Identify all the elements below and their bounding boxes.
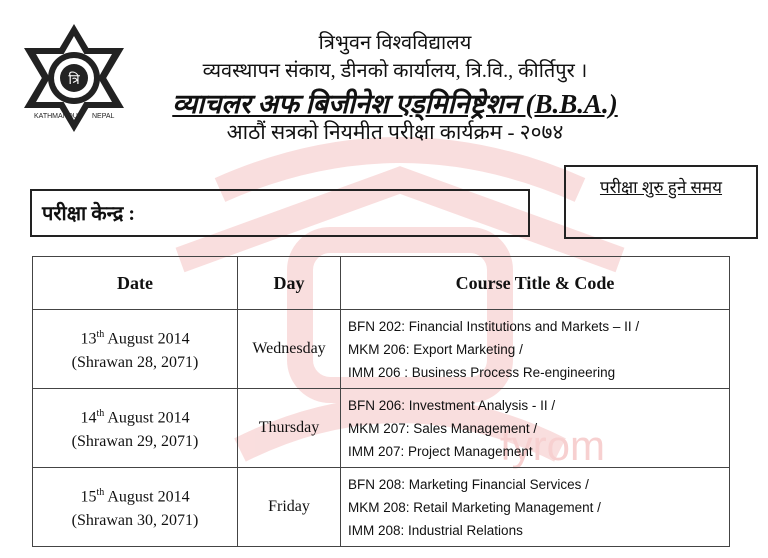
table-header-row — [33, 257, 730, 310]
course-line: IMM 206 : Business Process Re-engineering — [348, 364, 616, 380]
date-cell — [33, 389, 238, 468]
course-line: MKM 206: Export Marketing / — [348, 341, 523, 357]
date-cell — [33, 310, 238, 389]
exam-center-box — [30, 189, 530, 237]
course-line: MKM 208: Retail Marketing Management / — [348, 499, 601, 515]
nepali-date: (Shrawan 28, 2071) — [71, 354, 199, 372]
course-line: IMM 207: Project Management — [348, 443, 533, 459]
course-line: BFN 202: Financial Institutions and Markets – II / — [348, 318, 640, 334]
course-line: IMM 208: Industrial Relations — [348, 522, 523, 538]
course-cell — [341, 310, 730, 389]
date-cell — [33, 468, 238, 547]
day-cell: Wednesday — [238, 310, 341, 389]
exam-time-box — [564, 165, 758, 239]
english-date: 15th August 2014 — [80, 486, 190, 506]
header-date: Date — [33, 257, 238, 310]
table-row — [33, 310, 730, 389]
program-title: व्याचलर अफ बिजीनेश एड्मिनिष्ट्रेशन (B.B.A.) — [172, 89, 618, 119]
course-line: BFN 206: Investment Analysis - II / — [348, 397, 556, 413]
university-name: त्रिभुवन विश्वविद्यालय — [318, 32, 472, 54]
header-day: Day — [238, 257, 341, 310]
day-cell: Thursday — [238, 389, 341, 468]
table-row — [33, 389, 730, 468]
header-course: Course Title & Code — [341, 257, 730, 310]
logo-text-left: KATHMANDU — [34, 113, 78, 120]
exam-time-label: परीक्षा शुरु हुने समय — [599, 178, 723, 197]
exam-title: आठौं सत्रको नियमीत परीक्षा कार्यक्रम - २०७४ — [226, 120, 564, 144]
exam-schedule-table — [32, 256, 730, 547]
nepali-date: (Shrawan 29, 2071) — [71, 433, 199, 451]
logo-text-right: NEPAL — [92, 113, 115, 120]
nepali-date: (Shrawan 30, 2071) — [71, 512, 199, 530]
svg-text:त्रि: त्रि — [68, 72, 80, 88]
course-line: BFN 208: Marketing Financial Services / — [348, 476, 589, 492]
english-date: 13th August 2014 — [80, 328, 190, 348]
watermark-text: fyrom — [500, 422, 605, 469]
course-cell — [341, 468, 730, 547]
exam-center-label: परीक्षा केन्द्र : — [42, 203, 136, 225]
course-line: MKM 207: Sales Management / — [348, 420, 538, 436]
university-logo — [20, 22, 128, 134]
office-name: व्यवस्थापन संकाय, डीनको कार्यालय, त्रि.वि., कीर्तिपुर । — [202, 60, 588, 82]
course-cell — [341, 389, 730, 468]
english-date: 14th August 2014 — [80, 407, 190, 427]
day-cell: Friday — [238, 468, 341, 547]
table-row — [33, 468, 730, 547]
